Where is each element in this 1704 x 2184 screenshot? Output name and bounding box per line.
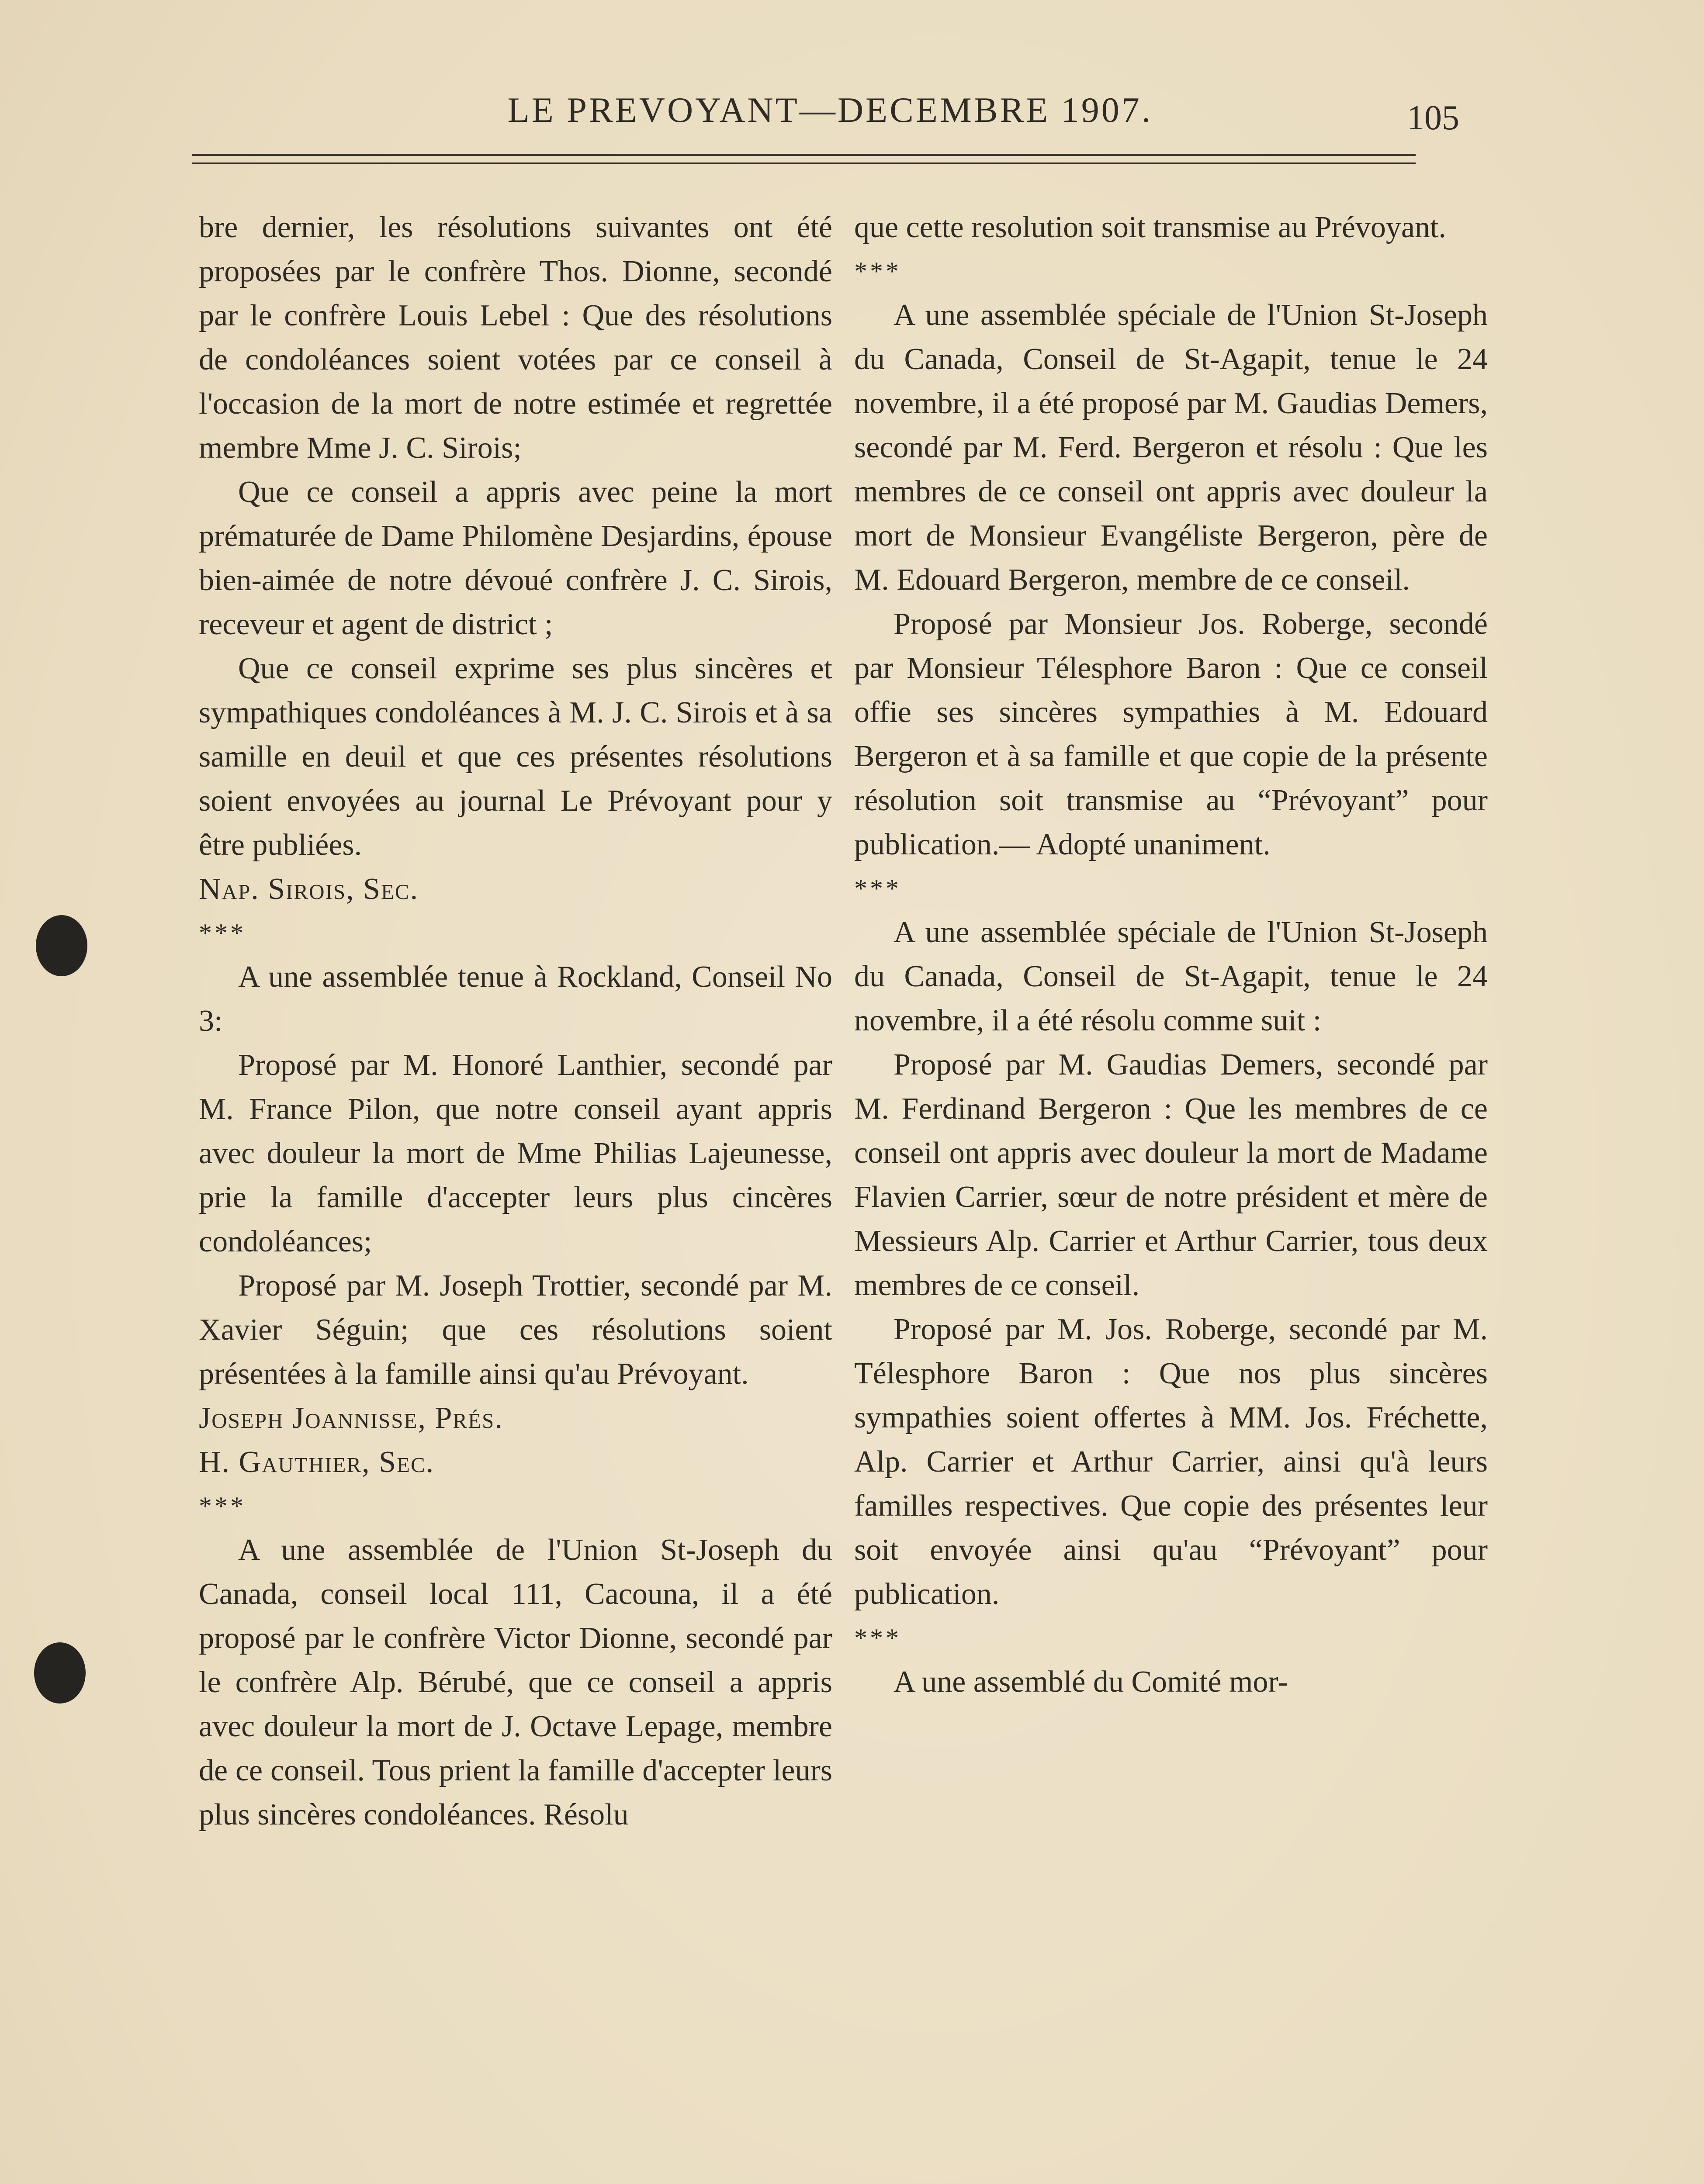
section-separator: ***	[199, 919, 246, 947]
left-column	[199, 205, 832, 1837]
binding-hole	[34, 1642, 86, 1704]
paragraph: Proposé par M. Gaudias Demers, secondé par M. Ferdinand Bergeron : Que les membres de ce conseil ont appris avec douleur la mort de Madame Flavien Carrier, sœur de notre président et mère de Messieurs Alp. Carrier et Arthur Carrier, tous deux membres de ce conseil.	[854, 1048, 1488, 1302]
signature-line: H. Gauthier, Sec.	[199, 1445, 435, 1479]
header-rule-bottom	[192, 162, 1416, 164]
section-separator: ***	[199, 1492, 246, 1521]
paragraph: A une assemblée tenue à Rockland, Conseil No 3:	[199, 960, 832, 1038]
running-header	[192, 85, 1468, 146]
right-column	[854, 205, 1488, 1704]
header-rule-top	[192, 154, 1416, 156]
paragraph: que cette resolution soit transmise au Prévoyant.	[854, 211, 1446, 244]
page-number: 105	[1407, 99, 1459, 137]
section-separator: ***	[854, 874, 901, 903]
signature-line: Nap. Sirois, Sec.	[199, 872, 419, 906]
paragraph: Que ce conseil exprime ses plus sincères et sympathiques condoléances à M. J. C. Sirois et à sa samille en deuil et que ces présentes résolutions soient envoyées au journal Le Prévoyant pour y être publiées.	[199, 652, 832, 862]
paragraph: A une assemblée de l'Union St-Joseph du Canada, conseil local 111, Cacouna, il a été proposé par le confrère Victor Dionne, secondé par le confrère Alp. Bérubé, que ce conseil a appris avec douleur la mort de J. Octave Lepage, membre de ce conseil. Tous prient la famille d'accepter leurs plus sincères condoléances. Résolu	[199, 1533, 832, 1832]
paragraph: Proposé par M. Joseph Trottier, secondé par M. Xavier Séguin; que ces résolutions soient présentées à la famille ainsi qu'au Prévoyant.	[199, 1269, 832, 1391]
binding-hole	[36, 915, 87, 976]
signature-line: Joseph Joannisse, Prés.	[199, 1401, 503, 1435]
section-separator: ***	[854, 257, 901, 286]
header-title: LE PREVOYANT—DECEMBRE 1907.	[507, 90, 1153, 130]
paragraph: A une assemblée spéciale de l'Union St-Joseph du Canada, Conseil de St-Agapit, tenue le 24 novembre, il a été proposé par M. Gaudias Demers, secondé par M. Ferd. Bergeron et résolu : Que les membres de ce conseil ont appris avec douleur la mort de Monsieur Evangéliste Bergeron, père de M. Edouard Bergeron, membre de ce conseil.	[854, 298, 1488, 597]
section-separator: ***	[854, 1624, 901, 1652]
paragraph: Proposé par Monsieur Jos. Roberge, secondé par Monsieur Télesphore Baron : Que ce conseil offie ses sincères sympathies à M. Edouard Bergeron et à sa famille et que copie de la présente résolution soit transmise au “Prévoyant” pour publication.— Adopté unaniment.	[854, 607, 1488, 861]
paragraph: bre dernier, les résolutions suivantes ont été proposées par le confrère Thos. Dionne, secondé par le confrère Louis Lebel : Que des résolutions de condoléances soient votées par ce conseil à l'occasion de la mort de notre estimée et regrettée membre Mme J. C. Sirois;	[199, 211, 832, 465]
paragraph: A une assemblée spéciale de l'Union St-Joseph du Canada, Conseil de St-Agapit, tenue le 24 novembre, il a été résolu comme suit :	[854, 916, 1488, 1037]
paragraph: Proposé par M. Jos. Roberge, secondé par M. Télesphore Baron : Que nos plus sincères sympathies soient offertes à MM. Jos. Fréchette, Alp. Carrier et Arthur Carrier, ainsi qu'à leurs familles respectives. Que copie des présentes leur soit envoyée ainsi qu'au “Prévoyant” pour publication.	[854, 1313, 1488, 1611]
paragraph: Proposé par M. Honoré Lanthier, secondé par M. France Pilon, que notre conseil ayant appris avec douleur la mort de Mme Philias Lajeunesse, prie la famille d'accepter leurs plus cincères condoléances;	[199, 1048, 832, 1258]
paragraph: A une assemblé du Comité mor-	[894, 1665, 1288, 1699]
paragraph: Que ce conseil a appris avec peine la mort prématurée de Dame Philomène Desjardins, épouse bien-aimée de notre dévoué confrère J. C. Sirois, receveur et agent de district ;	[199, 475, 832, 641]
